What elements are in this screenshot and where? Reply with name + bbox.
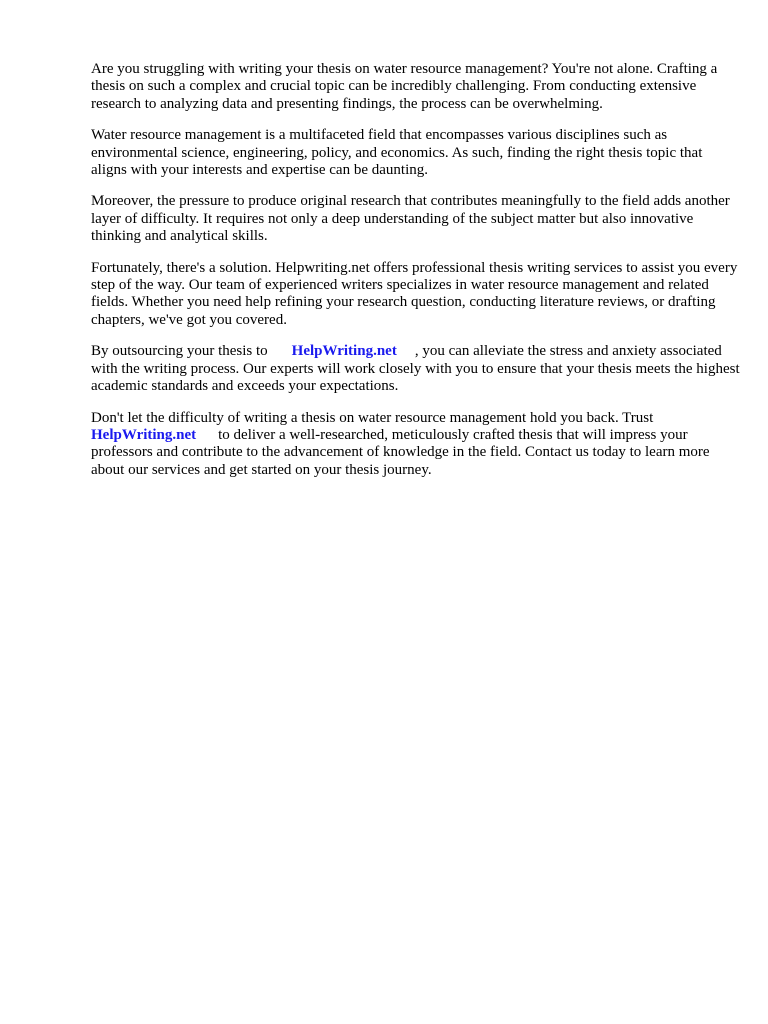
cta-text-before: Don't let the difficulty of writing a thesis on water resource management hold you back. Trust [91,409,654,426]
document-body [91,61,741,493]
paragraph-research-pressure: Moreover, the pressure to produce original research that contributes meaningfully to the field adds another layer of difficulty. It requires not only a deep understanding of the subject matter but also innovative thinking and analytical skills. [91,193,730,245]
helpwriting-link[interactable]: HelpWriting.net [291,343,397,360]
paragraph-call-to-action [91,410,741,480]
helpwriting-link-cta[interactable]: HelpWriting.net [91,426,197,443]
cta-text-after: to deliver a well-researched, meticulously crafted thesis that will impress your professors and contribute to the advancement of knowledge in the field. Contact us today to learn more about our services and get started on your thesis journey. [91,426,710,478]
paragraph-intro: Are you struggling with writing your thesis on water resource management? You're not alone. Crafting a thesis on such a complex and crucial topic can be incredibly challenging. From conducting extensive research to analyzing data and presenting findings, the process can be overwhelming. [91,61,718,112]
outsourcing-text-after: , you can alleviate the stress and anxiety associated with the writing process. Our experts will work closely with you to ensure that your thesis meets the highest academic standards and exceeds your expectations. [91,343,740,395]
outsourcing-text-before: By outsourcing your thesis to [91,343,268,360]
paragraph-outsourcing [91,343,741,395]
paragraph-field-overview: Water resource management is a multifaceted field that encompasses various disciplines such as environmental science, engineering, policy, and economics. As such, finding the right thesis topic that aligns with your interests and expertise can be daunting. [91,127,703,179]
paragraph-solution: Fortunately, there's a solution. Helpwriting.net offers professional thesis writing services to assist you every step of the way. Our team of experienced writers specializes in water resource management and related fields. Whether you need help refining your research question, conducting literature reviews, or drafting chapters, we've got you covered. [91,259,738,328]
